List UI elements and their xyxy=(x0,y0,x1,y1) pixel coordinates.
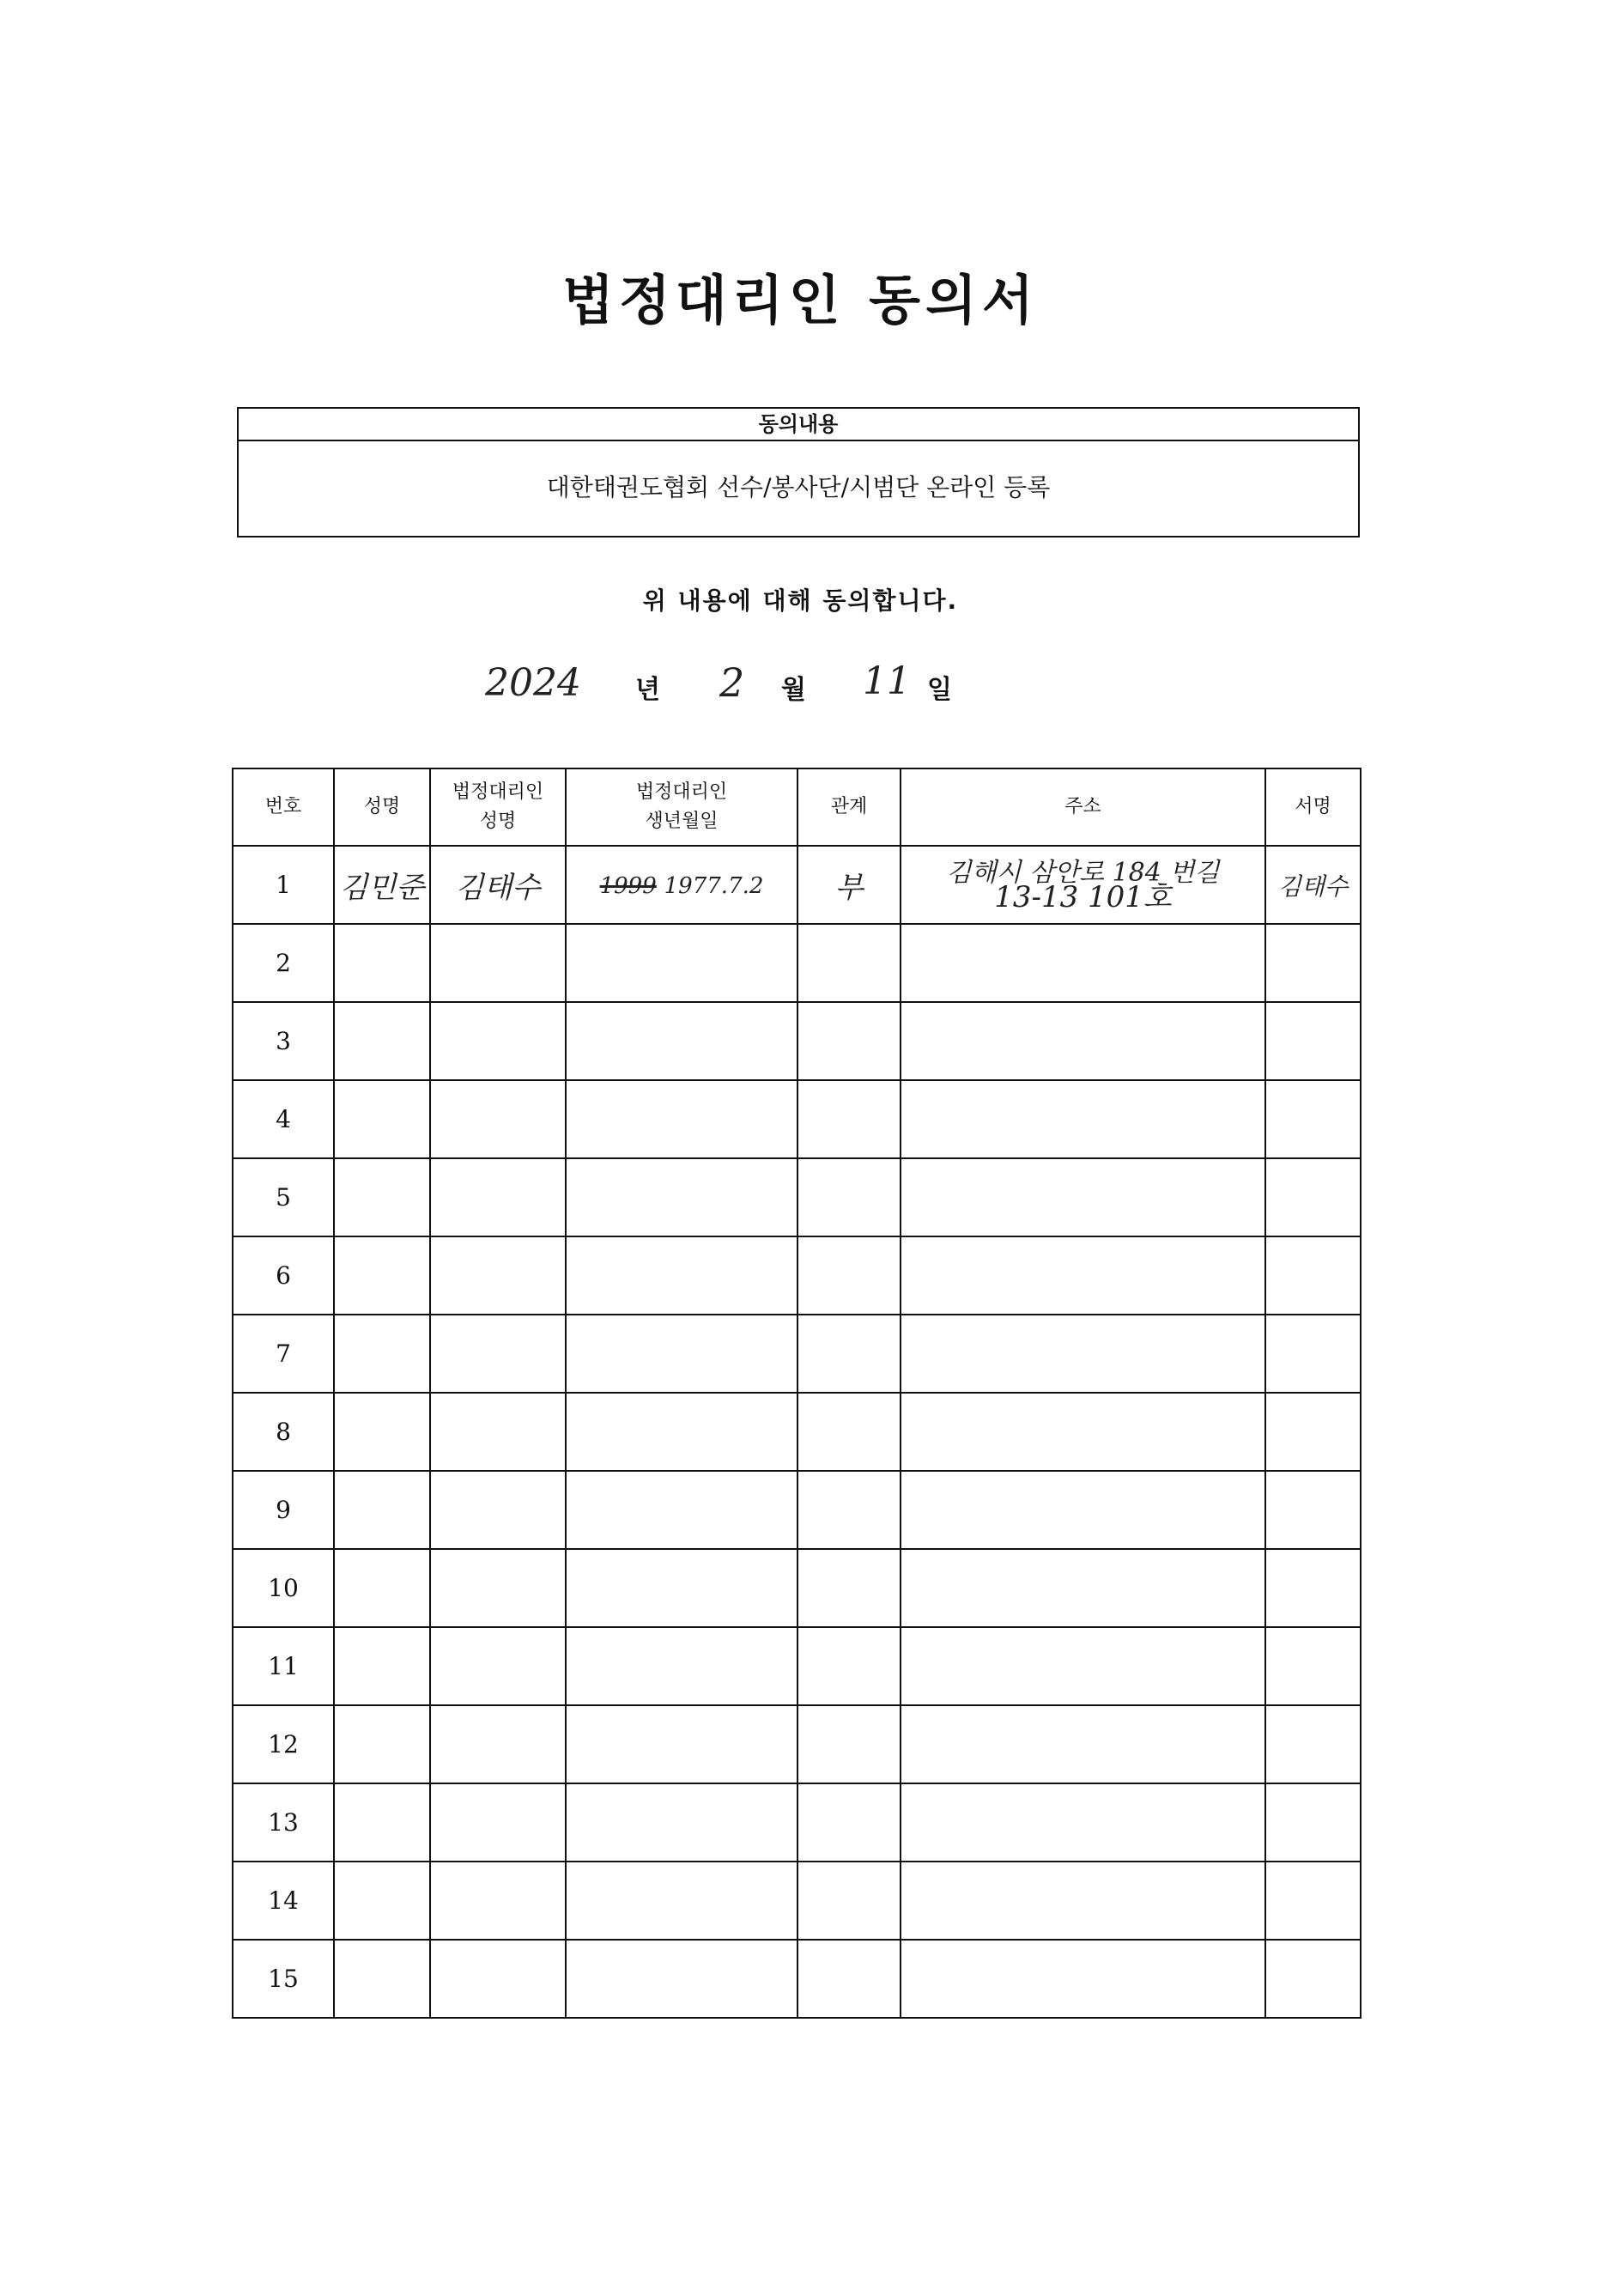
guardian-name xyxy=(430,1862,566,1940)
address xyxy=(901,1393,1265,1471)
guardian-name-text: 김태수 xyxy=(455,871,541,905)
relation xyxy=(797,1940,901,2018)
header-guardian-name-line2: 성명 xyxy=(479,811,517,832)
address xyxy=(901,1158,1265,1236)
signature xyxy=(1265,1627,1361,1705)
student-name xyxy=(334,1471,430,1549)
address xyxy=(901,1783,1265,1862)
guardian-name xyxy=(430,1627,566,1705)
row-number: 12 xyxy=(233,1705,334,1783)
table-row xyxy=(233,1236,1361,1315)
guardian-dob-text: 1977.7.2 xyxy=(664,873,764,899)
relation xyxy=(797,1627,901,1705)
guardian-dob xyxy=(566,1862,797,1940)
row-number: 1 xyxy=(233,846,334,924)
guardian-dob xyxy=(566,1002,797,1080)
address xyxy=(901,1705,1265,1783)
date-month: 2 xyxy=(719,659,745,706)
header-no: 번호 xyxy=(233,768,334,846)
row-number: 13 xyxy=(233,1783,334,1862)
row-number: 6 xyxy=(233,1236,334,1315)
table-row xyxy=(233,1627,1361,1705)
guardian-dob xyxy=(566,1471,797,1549)
address xyxy=(901,1315,1265,1393)
date-day-label: 일 xyxy=(927,675,952,705)
consent-box xyxy=(237,407,1360,538)
header-signature: 서명 xyxy=(1265,768,1361,846)
student-name xyxy=(334,1783,430,1862)
guardian-name xyxy=(430,1940,566,2018)
student-name xyxy=(334,1940,430,2018)
relation xyxy=(797,1783,901,1862)
address xyxy=(901,1080,1265,1158)
page-title: 법정대리인 동의서 xyxy=(562,269,1039,331)
date-year-label: 년 xyxy=(635,675,660,705)
signature xyxy=(1265,1236,1361,1315)
date-day: 11 xyxy=(863,659,911,703)
student-name xyxy=(334,846,430,924)
signature xyxy=(1265,1783,1361,1862)
student-name xyxy=(334,1315,430,1393)
guardian-dob-struck: 1999 xyxy=(599,873,657,899)
student-name xyxy=(334,1627,430,1705)
header-guardian-name xyxy=(430,768,566,846)
guardian-dob xyxy=(566,1393,797,1471)
address xyxy=(901,846,1265,924)
relation xyxy=(797,924,901,1002)
guardian-name xyxy=(430,1705,566,1783)
guardian-name xyxy=(430,846,566,924)
table-row xyxy=(233,1158,1361,1236)
row-number: 11 xyxy=(233,1627,334,1705)
table-row xyxy=(233,1705,1361,1783)
guardian-name xyxy=(430,1471,566,1549)
table-row xyxy=(233,1783,1361,1862)
table-row xyxy=(233,846,1361,924)
student-name xyxy=(334,1236,430,1315)
relation xyxy=(797,1158,901,1236)
signature-text: 김태수 xyxy=(1277,872,1349,901)
signature xyxy=(1265,1080,1361,1158)
student-name xyxy=(334,1549,430,1627)
header-guardian-dob-line1: 법정대리인 xyxy=(635,781,728,803)
signature xyxy=(1265,924,1361,1002)
relation xyxy=(797,1862,901,1940)
relation-text: 부 xyxy=(834,871,864,905)
header-guardian-dob-line2: 생년월일 xyxy=(645,811,719,832)
student-name xyxy=(334,1080,430,1158)
address xyxy=(901,1549,1265,1627)
student-name xyxy=(334,924,430,1002)
relation xyxy=(797,1393,901,1471)
signature xyxy=(1265,1471,1361,1549)
student-name xyxy=(334,1705,430,1783)
guardian-dob xyxy=(566,1705,797,1783)
student-name xyxy=(334,1002,430,1080)
guardian-dob xyxy=(566,1236,797,1315)
relation xyxy=(797,1549,901,1627)
signature xyxy=(1265,1158,1361,1236)
table-row xyxy=(233,1315,1361,1393)
student-name xyxy=(334,1862,430,1940)
signature xyxy=(1265,1862,1361,1940)
guardian-name xyxy=(430,1393,566,1471)
consent-header: 동의내용 xyxy=(239,409,1358,441)
guardian-name xyxy=(430,1236,566,1315)
consent-body: 대한태권도협회 선수/봉사단/시범단 온라인 등록 xyxy=(546,473,1051,501)
relation xyxy=(797,1236,901,1315)
relation xyxy=(797,1080,901,1158)
guardian-dob xyxy=(566,1158,797,1236)
agree-statement: 위 내용에 대해 동의합니다. xyxy=(642,586,959,615)
date-row xyxy=(0,659,1601,720)
address-text: 김해시 삼안로 184 번길 xyxy=(946,857,1220,888)
table-header-row xyxy=(233,768,1361,846)
table-row xyxy=(233,924,1361,1002)
row-number: 2 xyxy=(233,924,334,1002)
guardian-name xyxy=(430,1549,566,1627)
guardian-dob xyxy=(566,846,797,924)
signature xyxy=(1265,1393,1361,1471)
address xyxy=(901,1940,1265,2018)
row-number: 4 xyxy=(233,1080,334,1158)
table-row xyxy=(233,1471,1361,1549)
student-name-text: 김민준 xyxy=(339,871,425,905)
header-name: 성명 xyxy=(334,768,430,846)
guardian-name xyxy=(430,1315,566,1393)
guardian-name xyxy=(430,924,566,1002)
guardian-name xyxy=(430,1080,566,1158)
signature xyxy=(1265,1940,1361,2018)
guardian-dob xyxy=(566,1315,797,1393)
guardian-dob xyxy=(566,1627,797,1705)
student-name xyxy=(334,1158,430,1236)
address xyxy=(901,1627,1265,1705)
signature xyxy=(1265,1549,1361,1627)
signature xyxy=(1265,1315,1361,1393)
header-relation: 관계 xyxy=(797,768,901,846)
table-row xyxy=(233,1393,1361,1471)
relation xyxy=(797,1315,901,1393)
row-number: 5 xyxy=(233,1158,334,1236)
guardian-name xyxy=(430,1783,566,1862)
row-number: 7 xyxy=(233,1315,334,1393)
row-number: 15 xyxy=(233,1940,334,2018)
row-number: 14 xyxy=(233,1862,334,1940)
header-address: 주소 xyxy=(901,768,1265,846)
address xyxy=(901,1236,1265,1315)
address-sub-text: 13-13 101호 xyxy=(994,879,1172,914)
table-row xyxy=(233,1940,1361,2018)
table-row xyxy=(233,1549,1361,1627)
table-row xyxy=(233,1862,1361,1940)
address xyxy=(901,1471,1265,1549)
table-row xyxy=(233,1080,1361,1158)
address xyxy=(901,1862,1265,1940)
relation xyxy=(797,846,901,924)
header-guardian-name-line1: 법정대리인 xyxy=(452,781,544,803)
signature xyxy=(1265,1002,1361,1080)
date-year: 2024 xyxy=(485,661,581,705)
address xyxy=(901,924,1265,1002)
relation xyxy=(797,1002,901,1080)
row-number: 10 xyxy=(233,1549,334,1627)
guardian-dob xyxy=(566,924,797,1002)
guardian-dob xyxy=(566,1783,797,1862)
guardian-name xyxy=(430,1002,566,1080)
guardian-dob xyxy=(566,1549,797,1627)
signature xyxy=(1265,846,1361,924)
header-guardian-dob xyxy=(566,768,797,846)
registration-table xyxy=(232,768,1361,2019)
row-number: 9 xyxy=(233,1471,334,1549)
student-name xyxy=(334,1393,430,1471)
row-number: 3 xyxy=(233,1002,334,1080)
row-number: 8 xyxy=(233,1393,334,1471)
relation xyxy=(797,1705,901,1783)
guardian-dob xyxy=(566,1080,797,1158)
guardian-dob xyxy=(566,1940,797,2018)
guardian-name xyxy=(430,1158,566,1236)
date-month-label: 월 xyxy=(781,675,806,705)
address xyxy=(901,1002,1265,1080)
table-row xyxy=(233,1002,1361,1080)
signature xyxy=(1265,1705,1361,1783)
relation xyxy=(797,1471,901,1549)
